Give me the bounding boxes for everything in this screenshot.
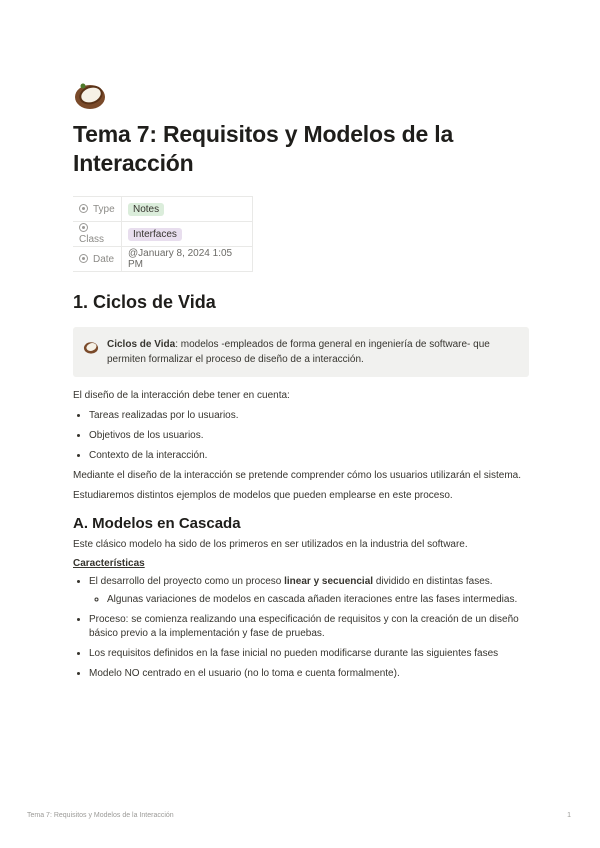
list-text: El desarrollo del proyecto como un proceso <box>89 576 285 587</box>
coconut-icon <box>83 339 99 355</box>
property-key: Date <box>93 253 115 265</box>
callout-bold: Ciclos de Vida <box>107 339 176 350</box>
list-item: • Proceso: se comienza realizando una especificación de requisitos y con la creación de un diseño básico previo a la implementación y fase de pruebas. <box>89 613 529 641</box>
paragraph: Estudiaremos distintos ejemplos de modelos que pueden emplearse en este proceso. <box>73 490 453 501</box>
list-item: • Modelo NO centrado en el usuario (no lo toma e cuenta formalmente). <box>89 667 529 681</box>
select-icon <box>79 223 88 232</box>
paragraph: Mediante el diseño de la interacción se pretende comprender cómo los usuarios utilizarán el sistema. <box>73 470 522 481</box>
list-item: • Objetivos de los usuarios. <box>89 429 529 443</box>
clock-icon <box>79 254 88 263</box>
bullet-list <box>73 409 529 463</box>
date-value: @January 8, 2024 1:05 PM <box>128 248 233 270</box>
callout-block <box>73 327 529 377</box>
footer-title: Tema 7: Requisitos y Modelos de la Interacción <box>27 812 174 819</box>
select-icon <box>79 204 88 213</box>
coconut-icon <box>73 78 107 112</box>
list-bold: linear y secuencial <box>284 576 374 587</box>
property-row-date <box>73 247 253 272</box>
sub-list <box>89 593 529 607</box>
property-key: Type <box>93 203 115 215</box>
property-key: Class <box>79 234 105 245</box>
paragraph: El diseño de la interacción debe tener en cuenta: <box>73 390 290 401</box>
property-row-class <box>73 222 253 247</box>
list-item: • Tareas realizadas por lo usuarios. <box>89 409 529 423</box>
list-item <box>89 575 529 607</box>
bullet-list <box>73 575 529 681</box>
callout-body: : modelos -empleados de forma general en ingeniería de software- que permiten formalizar el proceso de diseño de a interacción. <box>107 339 490 365</box>
page-number: 1 <box>567 812 571 819</box>
list-text: dividido en distintas fases. <box>373 576 493 587</box>
class-tag[interactable]: Interfaces <box>128 228 182 241</box>
page-title: Tema 7: Requisitos y Modelos de la Interacción <box>73 121 454 176</box>
page-content <box>73 78 529 687</box>
type-tag[interactable]: Notes <box>128 203 164 216</box>
section-heading-ciclos: 1. Ciclos de Vida <box>73 292 216 312</box>
paragraph: Este clásico modelo ha sido de los primeros en ser utilizados en la industria del software. <box>73 539 468 550</box>
properties-table <box>73 196 253 272</box>
callout-text <box>107 337 517 367</box>
sub-list-item: ◦ Algunas variaciones de modelos en cascada añaden iteraciones entre las fases intermedias. <box>107 593 529 607</box>
list-item: • Contexto de la interacción. <box>89 449 529 463</box>
list-item: • Los requisitos definidos en la fase inicial no pueden modificarse durante las siguientes fases <box>89 647 529 661</box>
page-footer <box>27 812 571 819</box>
property-row-type <box>73 197 253 222</box>
section-heading-cascada: A. Modelos en Cascada <box>73 515 241 532</box>
features-label: Características <box>73 558 145 569</box>
